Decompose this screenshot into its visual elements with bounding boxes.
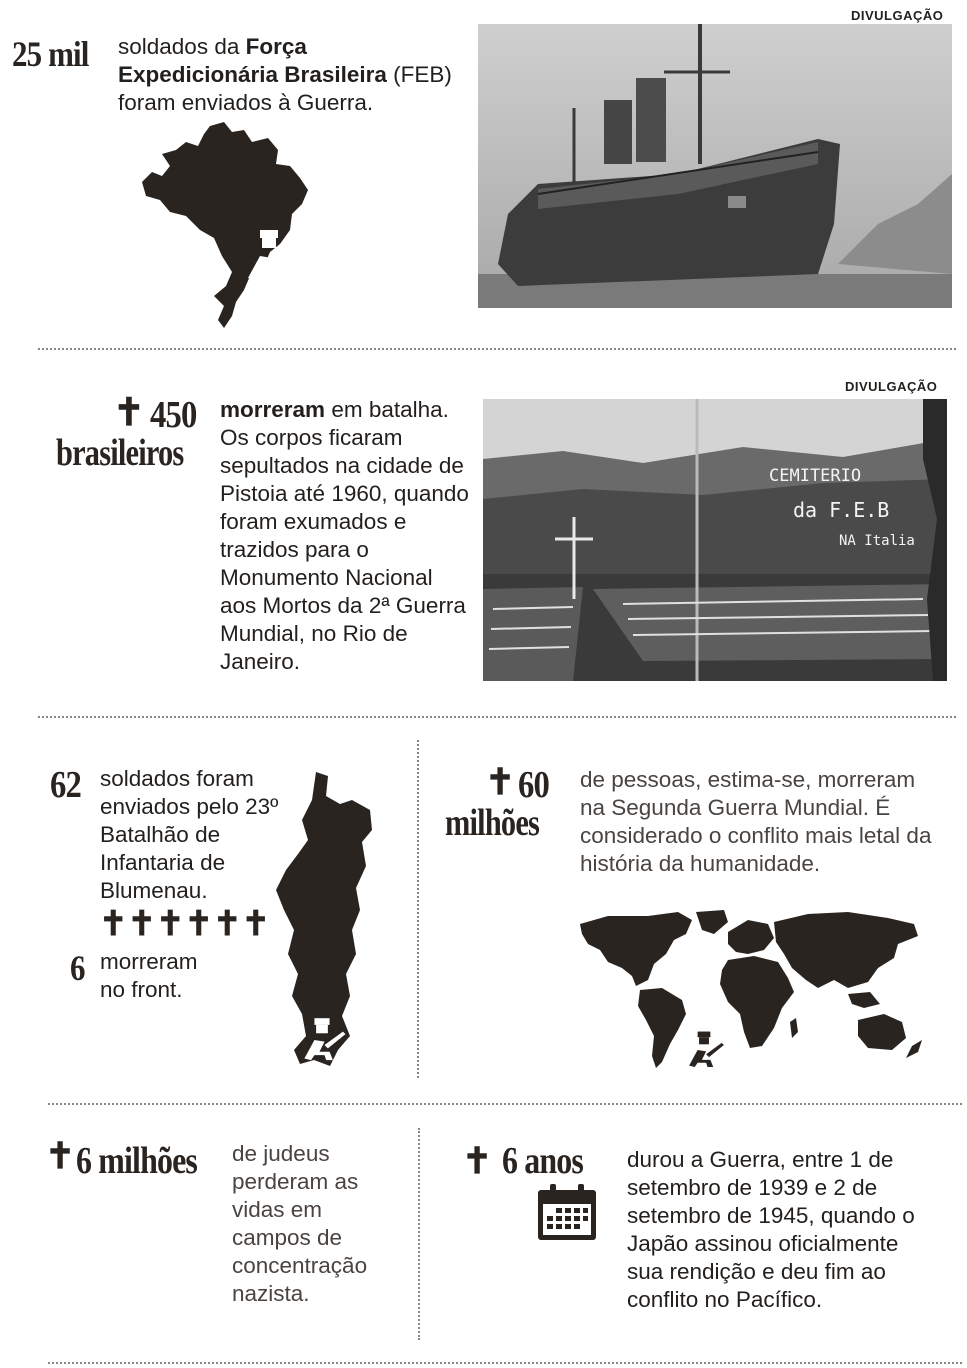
soldier-icon-sc: [296, 1016, 348, 1064]
brazil-map-icon: [140, 120, 310, 330]
photo-credit-2: DIVULGAÇÃO: [845, 379, 938, 394]
stat-text-6anos: durou a Guerra, entre 1 de setembro de 1939 e 2 de setembro de 1945, quando o Japão assinou oficialmente sua rendição e deu fim ao conflito no Pacífico.: [627, 1147, 915, 1312]
cross-row-icon: ✝✝✝✝✝✝: [99, 906, 270, 943]
soldier-icon-world: [682, 1030, 726, 1070]
cross-icon-anos: ✝: [462, 1141, 492, 1181]
stat-text-feb: [118, 33, 463, 117]
divider-3: [48, 1103, 962, 1105]
stat-number-6: 6: [70, 948, 85, 988]
world-map-icon: [578, 910, 924, 1070]
divider-2: [38, 716, 956, 718]
stat-text-mortos: [220, 396, 475, 676]
calendar-icon: [536, 1182, 598, 1242]
cemetery-caption-1: CEMITERIO: [769, 466, 862, 486]
cross-icon-judeus: ✝: [45, 1136, 75, 1176]
stat-unit-milhoes: milhões: [445, 802, 540, 844]
stat-number-450: 450: [150, 394, 197, 436]
cross-icon-60: ✝: [485, 762, 515, 802]
divider-4: [48, 1362, 962, 1364]
stat-text-judeus: de judeus perderam as vidas em campos de concentração nazista.: [232, 1141, 368, 1306]
stat-text-feb-bold: Força Expedicionária Brasileira: [118, 34, 387, 87]
stat-text-mortos-body: em batalha. Os corpos ficaram sepultados na cidade de Pistoia até 1960, quando foram exumados e trazidos para o Monumento Nacional aos Mortos da 2ª Guerra Mundial, no Rio de Janeiro.: [220, 397, 469, 674]
cross-icon: ✝: [113, 392, 144, 434]
stat-number-6milhoes: 6 milhões: [76, 1140, 198, 1182]
divider-1: [38, 348, 956, 350]
stat-text-blumenau: soldados foram enviados pelo 23º Batalhão de Infantaria de Blumenau.: [100, 766, 279, 903]
stat-text-front: morreram no front.: [100, 949, 198, 1002]
stat-unit-brasileiros: brasileiros: [56, 432, 184, 474]
photo-credit-1: DIVULGAÇÃO: [851, 8, 944, 23]
divider-vertical-1: [417, 740, 419, 1078]
stat-text-feb-pre: soldados da: [118, 34, 246, 59]
stat-text-feb-post: (FEB) foram enviados à Guerra.: [118, 62, 452, 115]
cemetery-photo: [483, 399, 947, 681]
stat-text-mortos-bold: morreram: [220, 397, 326, 422]
ship-photo: [478, 24, 952, 308]
stat-number-60: 60: [518, 764, 549, 806]
stat-number-62: 62: [50, 764, 81, 806]
stat-number-25mil: 25 mil: [12, 34, 89, 74]
stat-number-6anos: 6 anos: [502, 1140, 583, 1182]
divider-vertical-2: [418, 1128, 420, 1340]
soldier-icon: [238, 228, 300, 284]
stat-text-60milhoes: de pessoas, estima-se, morreram na Segunda Guerra Mundial. É considerado o conflito mais letal da história da humanidade.: [580, 767, 932, 876]
cemetery-caption-2: da F.E.B: [793, 498, 890, 522]
cemetery-caption-3: NA Italia: [839, 533, 915, 549]
